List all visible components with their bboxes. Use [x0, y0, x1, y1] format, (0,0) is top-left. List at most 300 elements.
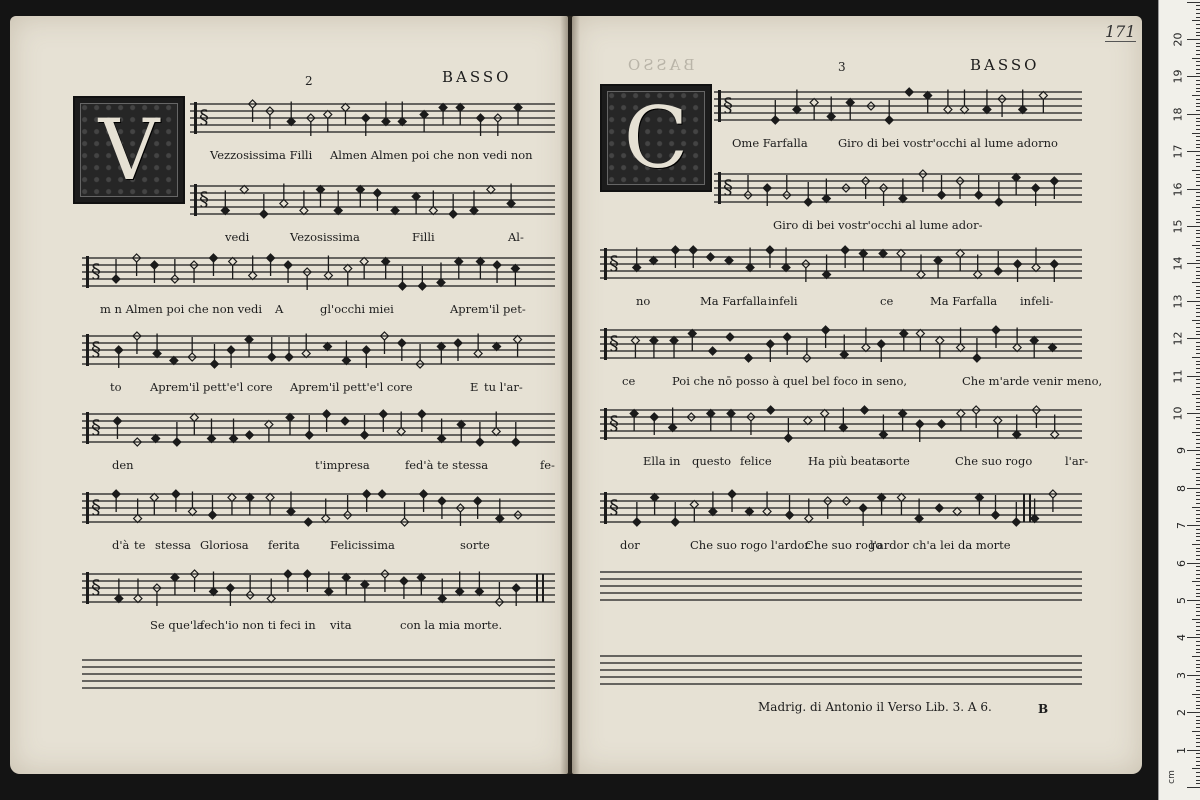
- note: [398, 266, 406, 290]
- ruler-tick: [1196, 327, 1200, 328]
- note: [938, 175, 946, 199]
- note: [934, 257, 942, 279]
- ruler-tick: [1196, 166, 1200, 167]
- note: [378, 490, 386, 498]
- note: [805, 499, 813, 523]
- ruler-tick: [1196, 409, 1200, 410]
- ruler-label: 6: [1175, 559, 1188, 567]
- note: [456, 104, 464, 126]
- ruler-tick: [1192, 731, 1200, 732]
- note: [746, 248, 754, 272]
- note: [115, 579, 123, 603]
- note: [361, 581, 369, 603]
- ruler-tick: [1196, 54, 1200, 55]
- ruler-tick: [1196, 73, 1200, 74]
- note: [221, 191, 229, 215]
- note: [438, 579, 446, 603]
- ruler-tick: [1196, 607, 1200, 608]
- ruler-tick: [1187, 750, 1200, 751]
- left-system-4: [82, 328, 555, 372]
- note: [476, 258, 484, 280]
- note: [897, 250, 905, 272]
- left-page-number: 2: [305, 74, 313, 88]
- note: [456, 572, 464, 596]
- bleedthrough-text: BASSO: [625, 56, 695, 74]
- ruler-tick: [1187, 76, 1200, 77]
- ruler-tick: [1196, 462, 1200, 463]
- note: [190, 414, 198, 436]
- ruler-tick: [1196, 334, 1200, 335]
- note: [915, 499, 923, 523]
- right-lyric-syllable: Ella in: [643, 454, 681, 468]
- left-lyric-syllable: gl'occhi miei: [320, 302, 394, 316]
- left-lyric-syllable: Aprem'il pet-: [450, 302, 526, 316]
- right-lyric-syllable: Che m'arde venir meno,: [962, 374, 1103, 388]
- left-lyric-syllable: fe-: [540, 458, 555, 472]
- ruler-tick: [1192, 95, 1200, 96]
- ruler-tick: [1196, 484, 1200, 485]
- left-lyric-syllable: A: [275, 302, 284, 316]
- note: [397, 412, 405, 436]
- ruler-tick: [1196, 604, 1200, 605]
- note: [280, 184, 288, 208]
- note: [341, 417, 349, 425]
- note: [974, 255, 982, 279]
- ruler-tick: [1196, 705, 1200, 706]
- svg-text:§: §: [91, 575, 101, 599]
- ruler-tick: [1187, 114, 1200, 115]
- ruler-tick: [1192, 432, 1200, 433]
- note: [900, 330, 908, 352]
- ruler-label: 7: [1175, 522, 1188, 530]
- ruler-tick: [1196, 447, 1200, 448]
- note: [975, 494, 983, 516]
- note: [669, 408, 677, 432]
- note: [878, 494, 886, 516]
- ruler-tick: [1196, 24, 1200, 25]
- ruler-label: 4: [1175, 634, 1188, 642]
- ruler-tick: [1196, 548, 1200, 549]
- note: [861, 406, 869, 414]
- ruler-tick: [1187, 675, 1200, 676]
- note: [690, 501, 698, 523]
- clef-symbol: [604, 248, 619, 280]
- ruler-tick: [1187, 189, 1200, 190]
- ruler-tick: [1196, 783, 1200, 784]
- note: [325, 572, 333, 596]
- ruler-tick: [1196, 417, 1200, 418]
- ruler-tick: [1196, 540, 1200, 541]
- ruler-tick: [1196, 645, 1200, 646]
- svg-text:§: §: [199, 105, 209, 129]
- ruler-tick: [1196, 727, 1200, 728]
- note: [671, 502, 679, 526]
- svg-text:§: §: [91, 337, 101, 361]
- left-lyric-syllable: Almen Almen poi che non vedi non: [330, 148, 533, 162]
- ruler-tick: [1192, 581, 1200, 582]
- ruler-tick: [1196, 233, 1200, 234]
- ruler-label: 16: [1171, 182, 1185, 197]
- note: [821, 410, 829, 432]
- ruler-tick: [1196, 746, 1200, 747]
- ruler-tick: [1196, 308, 1200, 309]
- note: [983, 90, 991, 114]
- right-system-1: [714, 84, 1082, 128]
- ruler-tick: [1196, 570, 1200, 571]
- clef-symbol: [194, 184, 209, 216]
- note: [924, 92, 932, 114]
- right-system-3: [600, 242, 1082, 286]
- ruler-tick: [1196, 155, 1200, 156]
- left-part-name: BASSO: [442, 68, 512, 86]
- ruler-tick: [1196, 196, 1200, 197]
- note: [324, 256, 332, 280]
- ruler-tick: [1192, 207, 1200, 208]
- ruler-tick: [1196, 551, 1200, 552]
- note: [382, 102, 390, 126]
- note: [438, 419, 446, 443]
- ruler-tick: [1196, 701, 1200, 702]
- ruler-tick: [1196, 252, 1200, 253]
- ruler-tick: [1196, 110, 1200, 111]
- ruler-tick: [1196, 43, 1200, 44]
- note: [412, 193, 420, 215]
- ruler-tick: [1196, 667, 1200, 668]
- right-staff-2: [714, 166, 1082, 210]
- ruler-tick: [1196, 323, 1200, 324]
- ruler-tick: [1196, 331, 1200, 332]
- right-lyric-syllable: infeli: [768, 294, 798, 308]
- ruler-tick: [1196, 271, 1200, 272]
- ruler-tick: [1187, 637, 1200, 638]
- note: [953, 508, 961, 516]
- note: [457, 421, 465, 443]
- note: [170, 357, 178, 365]
- page-footer-attribution: Madrig. di Antonio il Verso Lib. 3. A 6.: [758, 700, 992, 714]
- ruler-tick: [1196, 80, 1200, 81]
- ruler-tick: [1196, 316, 1200, 317]
- ruler-tick: [1196, 140, 1200, 141]
- ruler-label: 9: [1175, 447, 1188, 455]
- note: [670, 337, 678, 359]
- ruler-label: 15: [1171, 219, 1185, 234]
- note: [1012, 174, 1020, 196]
- ruler-tick: [1196, 514, 1200, 515]
- note: [897, 494, 905, 516]
- note: [493, 343, 501, 351]
- ruler-tick: [1187, 413, 1200, 414]
- right-lyric-syllable: Che suo rogo l'ardor: [690, 538, 810, 552]
- note: [899, 179, 907, 203]
- note: [917, 255, 925, 279]
- note: [862, 328, 870, 352]
- ruler-tick: [1196, 91, 1200, 92]
- ruler-tick: [1196, 589, 1200, 590]
- ruler-tick: [1196, 211, 1200, 212]
- clef-symbol: [194, 102, 209, 134]
- left-system-3: [82, 250, 555, 294]
- left-lyric-syllable: Felicissima: [330, 538, 395, 552]
- ruler-tick: [1196, 753, 1200, 754]
- ruler-tick: [1196, 406, 1200, 407]
- note: [957, 410, 965, 432]
- ruler-tick: [1192, 469, 1200, 470]
- left-staff-2: [190, 178, 555, 222]
- ruler-tick: [1196, 181, 1200, 182]
- ruler-tick: [1192, 320, 1200, 321]
- left-lyric-syllable: sorte: [460, 538, 490, 552]
- note: [360, 258, 368, 280]
- ruler-tick: [1196, 492, 1200, 493]
- ruler-tick: [1192, 282, 1200, 283]
- note: [810, 99, 818, 121]
- note: [265, 421, 273, 443]
- ruler-tick: [1196, 387, 1200, 388]
- note: [1013, 328, 1021, 352]
- left-lyric-syllable: Vezosissima: [290, 230, 360, 244]
- svg-text:§: §: [609, 331, 619, 355]
- ruler-tick: [1196, 361, 1200, 362]
- note: [173, 422, 181, 446]
- left-lyric-syllable: Aprem'il pett'e'l core: [150, 380, 273, 394]
- ruler-label: 11: [1171, 369, 1185, 384]
- note: [302, 334, 310, 358]
- ruler-tick: [1196, 723, 1200, 724]
- ruler-tick: [1196, 353, 1200, 354]
- ruler-tick: [1196, 379, 1200, 380]
- note: [267, 579, 275, 603]
- note: [726, 333, 734, 341]
- note: [630, 410, 638, 432]
- ruler-tick: [1196, 383, 1200, 384]
- ruler-tick: [1196, 241, 1200, 242]
- ruler-tick: [1196, 342, 1200, 343]
- note: [134, 579, 142, 603]
- note: [305, 415, 313, 439]
- ruler-tick: [1196, 391, 1200, 392]
- svg-text:§: §: [91, 259, 101, 283]
- note: [285, 337, 293, 361]
- ruler-tick: [1196, 32, 1200, 33]
- ruler-tick: [1196, 615, 1200, 616]
- ruler-tick: [1196, 204, 1200, 205]
- svg-text:§: §: [609, 251, 619, 275]
- ruler-label: 5: [1175, 597, 1188, 604]
- ruler-label: 20: [1171, 32, 1185, 47]
- svg-text:§: §: [199, 187, 209, 211]
- note: [994, 417, 1002, 439]
- note: [344, 265, 352, 287]
- left-lyric-syllable: d'à: [112, 538, 130, 552]
- ruler-tick: [1196, 660, 1200, 661]
- right-staff-1: [714, 84, 1082, 128]
- ruler-tick: [1196, 88, 1200, 89]
- ruler-tick: [1196, 46, 1200, 47]
- note: [935, 504, 943, 512]
- note: [230, 419, 238, 443]
- note: [840, 335, 848, 359]
- ruler-tick: [1196, 99, 1200, 100]
- right-lyric-syllable: Che suo rogo: [955, 454, 1033, 468]
- ruler-label: 10: [1171, 406, 1185, 421]
- ruler-tick: [1192, 768, 1200, 769]
- note: [1013, 415, 1021, 439]
- ruler-tick: [1196, 465, 1200, 466]
- note: [879, 250, 887, 258]
- left-lyric-syllable: vita: [330, 618, 352, 632]
- ruler-tick: [1196, 368, 1200, 369]
- clef-symbol: [604, 492, 619, 524]
- clef-symbol: [86, 492, 101, 524]
- ruler-tick: [1196, 121, 1200, 122]
- note: [1048, 344, 1056, 352]
- note: [341, 104, 349, 126]
- ruler-tick: [1187, 488, 1200, 489]
- right-lyric-syllable: no: [636, 294, 651, 308]
- left-system-6: [82, 486, 555, 530]
- ruler-tick: [1187, 563, 1200, 564]
- ruler-tick: [1196, 533, 1200, 534]
- right-system-8: [600, 648, 1082, 692]
- ruler-tick: [1196, 118, 1200, 119]
- note: [228, 494, 236, 516]
- left-lyric-syllable: to: [110, 380, 122, 394]
- ruler-tick: [1196, 312, 1200, 313]
- note: [944, 90, 952, 114]
- note: [707, 410, 715, 432]
- left-lyric-syllable: Vezzosissima Filli: [210, 148, 313, 162]
- note: [300, 191, 308, 215]
- left-staff-5: [82, 406, 555, 450]
- ruler-tick: [1196, 566, 1200, 567]
- ruler-tick: [1196, 84, 1200, 85]
- note: [382, 258, 390, 280]
- ruler-label: 18: [1171, 107, 1185, 122]
- right-staff-8: [600, 648, 1082, 692]
- note: [822, 179, 830, 203]
- ruler-unit-label: cm: [1166, 770, 1177, 784]
- note: [1030, 337, 1038, 359]
- ruler-tick: [1196, 518, 1200, 519]
- left-lyric-syllable: te: [134, 538, 146, 552]
- ruler-tick: [1196, 664, 1200, 665]
- ruler-tick: [1196, 28, 1200, 29]
- ruler-tick: [1196, 536, 1200, 537]
- note: [512, 422, 520, 446]
- note: [474, 334, 482, 358]
- note: [188, 492, 196, 516]
- ruler-tick: [1192, 58, 1200, 59]
- note: [342, 341, 350, 365]
- ruler-tick: [1196, 521, 1200, 522]
- ruler-tick: [1196, 641, 1200, 642]
- note: [879, 415, 887, 439]
- ruler-tick: [1196, 735, 1200, 736]
- note: [245, 431, 253, 439]
- manuscript-folio-number: 171: [1105, 22, 1136, 41]
- note: [633, 502, 641, 526]
- ruler-tick: [1196, 219, 1200, 220]
- note: [210, 344, 218, 368]
- left-staff-6: [82, 486, 555, 530]
- note: [418, 266, 426, 290]
- ruler-tick: [1196, 630, 1200, 631]
- note: [356, 186, 364, 208]
- ruler-tick: [1196, 529, 1200, 530]
- ruler-tick: [1187, 2, 1200, 3]
- note: [804, 182, 812, 206]
- note: [209, 572, 217, 596]
- ruler-tick: [1196, 593, 1200, 594]
- note: [745, 354, 753, 362]
- ruler-tick: [1196, 9, 1200, 10]
- ruler-tick: [1196, 443, 1200, 444]
- ruler-tick: [1196, 716, 1200, 717]
- note: [706, 253, 714, 261]
- ruler-tick: [1192, 357, 1200, 358]
- note: [957, 328, 965, 352]
- ruler-tick: [1196, 708, 1200, 709]
- ruler-tick: [1196, 364, 1200, 365]
- ruler-label: 3: [1175, 671, 1188, 679]
- note: [905, 88, 913, 96]
- note: [823, 255, 831, 279]
- note: [1039, 92, 1047, 114]
- ruler-tick: [1196, 372, 1200, 373]
- svg-text:§: §: [723, 93, 733, 117]
- note: [514, 104, 522, 126]
- ruler-tick: [1196, 671, 1200, 672]
- left-decorated-initial: [73, 96, 185, 204]
- ruler-tick: [1192, 170, 1200, 171]
- left-lyric-syllable: Gloriosa: [200, 538, 249, 552]
- left-staff-7: [82, 566, 555, 610]
- measuring-ruler: [1158, 0, 1200, 800]
- ruler-tick: [1196, 162, 1200, 163]
- note: [899, 410, 907, 432]
- ruler-tick: [1192, 656, 1200, 657]
- note: [324, 111, 332, 133]
- ruler-tick: [1187, 450, 1200, 451]
- ruler-tick: [1196, 398, 1200, 399]
- ruler-tick: [1187, 600, 1200, 601]
- ruler-tick: [1196, 286, 1200, 287]
- ruler-tick: [1187, 525, 1200, 526]
- ruler-tick: [1196, 293, 1200, 294]
- ruler-tick: [1196, 428, 1200, 429]
- svg-text:§: §: [609, 495, 619, 519]
- ruler-tick: [1196, 679, 1200, 680]
- ruler-tick: [1196, 559, 1200, 560]
- clef-symbol: [86, 412, 101, 444]
- note: [651, 494, 659, 516]
- ruler-tick: [1196, 13, 1200, 14]
- svg-text:§: §: [91, 495, 101, 519]
- note: [511, 265, 519, 287]
- ruler-tick: [1196, 574, 1200, 575]
- ruler-tick: [1196, 454, 1200, 455]
- note: [885, 100, 893, 124]
- left-staff-4: [82, 328, 555, 372]
- note: [1019, 90, 1027, 114]
- ruler-tick: [1196, 503, 1200, 504]
- ruler-tick: [1196, 424, 1200, 425]
- note: [804, 417, 812, 425]
- ruler-tick: [1187, 39, 1200, 40]
- ruler-tick: [1196, 248, 1200, 249]
- ruler-tick: [1196, 578, 1200, 579]
- right-lyric-syllable: felice: [740, 454, 772, 468]
